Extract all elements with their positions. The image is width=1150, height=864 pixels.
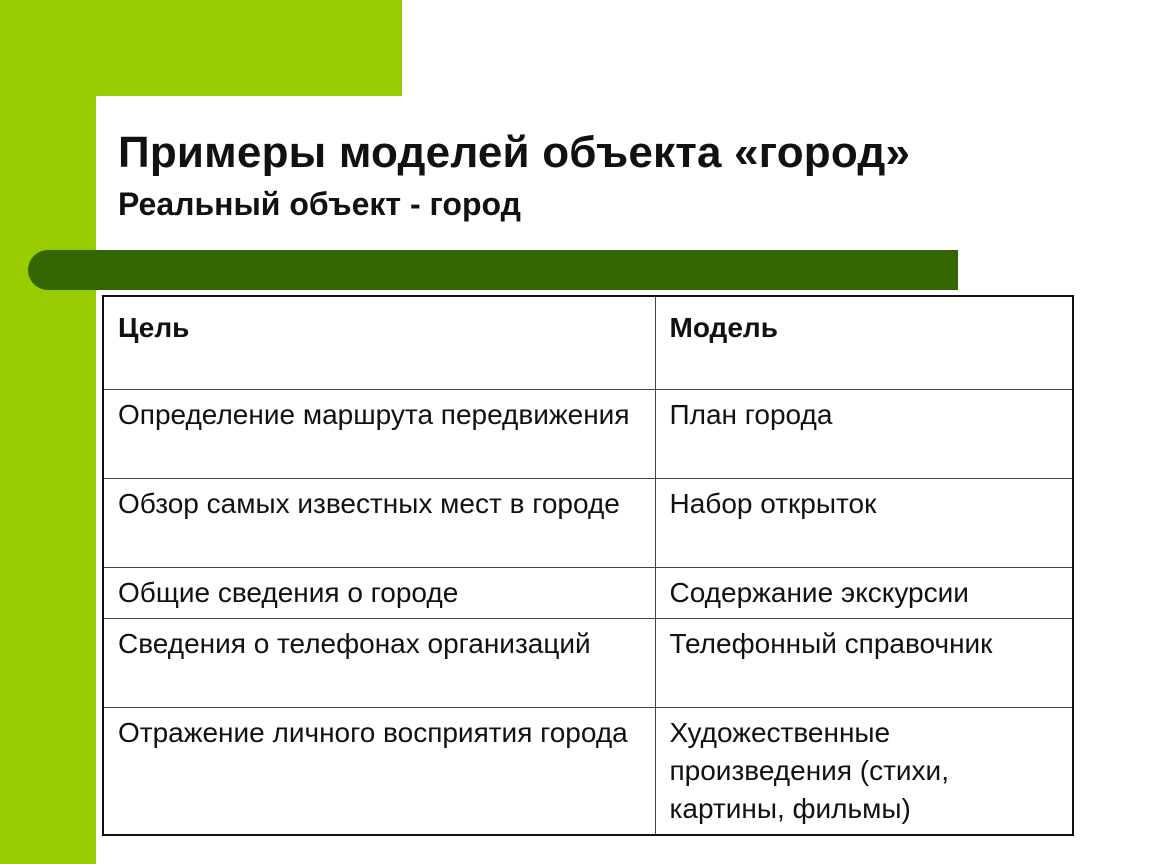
goal-cell: Сведения о телефонах организаций (103, 619, 655, 708)
slide-subtitle: Реальный объект - город (118, 186, 521, 222)
column-header-model: Модель (655, 296, 1073, 390)
model-cell: Содержание экскурсии (655, 568, 1073, 619)
table-header-row (103, 296, 1073, 390)
table-row (103, 708, 1073, 836)
slide-title: Примеры моделей объекта «город» (118, 128, 911, 177)
goal-cell: Обзор самых известных мест в городе (103, 479, 655, 568)
models-table (102, 295, 1074, 836)
table-row (103, 568, 1073, 619)
table-row (103, 390, 1073, 479)
model-cell: Художественные произведения (стихи, картины, фильмы) (655, 708, 1073, 836)
goal-cell: Общие сведения о городе (103, 568, 655, 619)
goal-cell: Определение маршрута передвижения (103, 390, 655, 479)
model-cell: Набор открыток (655, 479, 1073, 568)
decorative-dark-green-bar (28, 250, 958, 290)
table-row (103, 479, 1073, 568)
table-row (103, 619, 1073, 708)
model-cell: План города (655, 390, 1073, 479)
column-header-goal: Цель (103, 296, 655, 390)
goal-cell: Отражение личного восприятия города (103, 708, 655, 836)
model-cell: Телефонный справочник (655, 619, 1073, 708)
decorative-green-left-band (0, 0, 96, 864)
